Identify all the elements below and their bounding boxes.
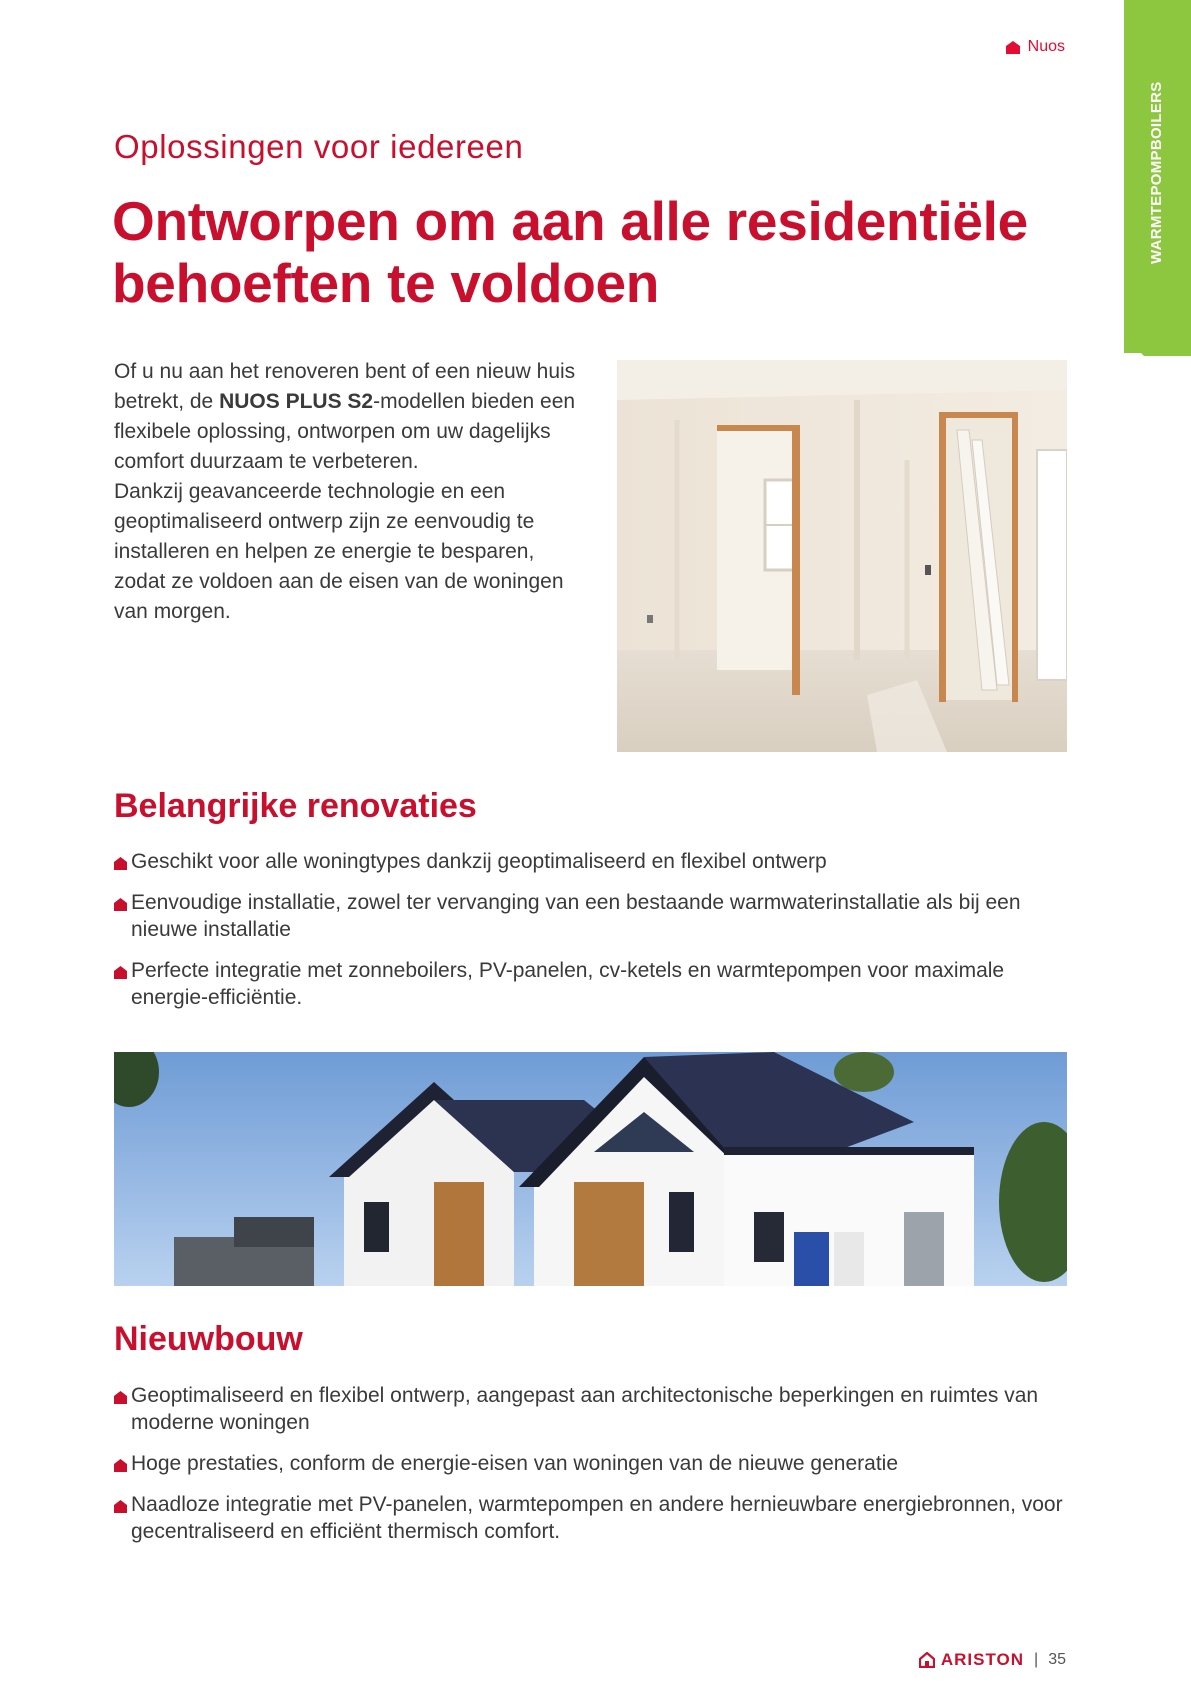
kicker: Oplossingen voor iedereen [114, 128, 524, 165]
list-item-text: Eenvoudige installatie, zowel ter vervanging van een bestaande warmwaterinstallatie als bij een nieuwe installatie [131, 891, 1021, 941]
headline-bold1: alle residentiële [620, 190, 1028, 252]
intro-text3: Dankzij geavanceerde technologie en een geoptimaliseerd ontwerp zijn ze eenvoudig te installeren en helpen ze energie te besparen, zodat ze voldoen aan de eisen van de woningen van morgen. [114, 480, 564, 623]
list-item-text: Geoptimaliseerd en flexibel ontwerp, aangepast aan architectonische beperkingen en ruimtes van moderne woningen [131, 1384, 1039, 1434]
house-icon [114, 966, 127, 979]
section-title-renovations: Belangrijke renovaties [114, 787, 477, 825]
headline-part1: Ontworpen om aan [112, 190, 621, 252]
headline-bold2: behoeften [112, 252, 373, 314]
list-item [114, 1450, 1074, 1477]
house-icon [1006, 41, 1020, 54]
page-number: 35 [1048, 1651, 1066, 1668]
list-item-text: Perfecte integratie met zonneboilers, PV-panelen, cv-ketels en warmtepompen voor maximale energie-efficiëntie. [131, 959, 1005, 1009]
list-item-text: Naadloze integratie met PV-panelen, warmtepompen en andere hernieuwbare energiebronnen, voor gecentraliseerd en efficiënt thermisch comfort. [131, 1493, 1063, 1543]
list-item [114, 889, 1074, 943]
house-icon [114, 898, 127, 911]
header-tag-label: Nuos [1027, 38, 1065, 55]
list-item [114, 848, 1074, 875]
house-icon [114, 1391, 127, 1404]
list-item [114, 1382, 1074, 1436]
list-item [114, 957, 1074, 1011]
intro-text2: -modellen bieden een flexibele oplossing, ontworpen om uw dagelijks comfort duurzaam te verbeteren. [114, 390, 576, 473]
brand-name: ARISTON [940, 1650, 1025, 1669]
page-title [112, 190, 1112, 314]
footer-separator: | [1034, 1651, 1039, 1668]
intro-text1: Of u nu aan het renoveren bent of een nieuw huis betrekt, de [114, 360, 576, 413]
renovations-list [114, 848, 1074, 1025]
house-icon [114, 1459, 127, 1472]
brand-logo [919, 1650, 1024, 1670]
interior-photo [617, 360, 1067, 752]
side-tab-notch [1124, 336, 1191, 356]
headline-part2: te voldoen [372, 252, 660, 314]
side-tab-label: WARMTEPOMPBOILERS [1148, 81, 1165, 265]
footer [919, 1650, 1066, 1670]
section-title-newbuild: Nieuwbouw [114, 1320, 303, 1358]
list-item-text: Geschikt voor alle woningtypes dankzij geoptimaliseerd en flexibel ontwerp [131, 850, 827, 873]
newbuild-list [114, 1382, 1074, 1559]
house-icon [114, 857, 127, 870]
header-tag [1006, 38, 1065, 56]
ariston-house-icon [919, 1652, 935, 1668]
intro-paragraph [114, 357, 584, 627]
house-icon [114, 1500, 127, 1513]
houses-photo [114, 1052, 1067, 1286]
list-item-text: Hoge prestaties, conform de energie-eisen van woningen van de nieuwe generatie [131, 1452, 898, 1475]
intro-bold: NUOS PLUS S2 [219, 390, 374, 413]
list-item [114, 1491, 1074, 1545]
